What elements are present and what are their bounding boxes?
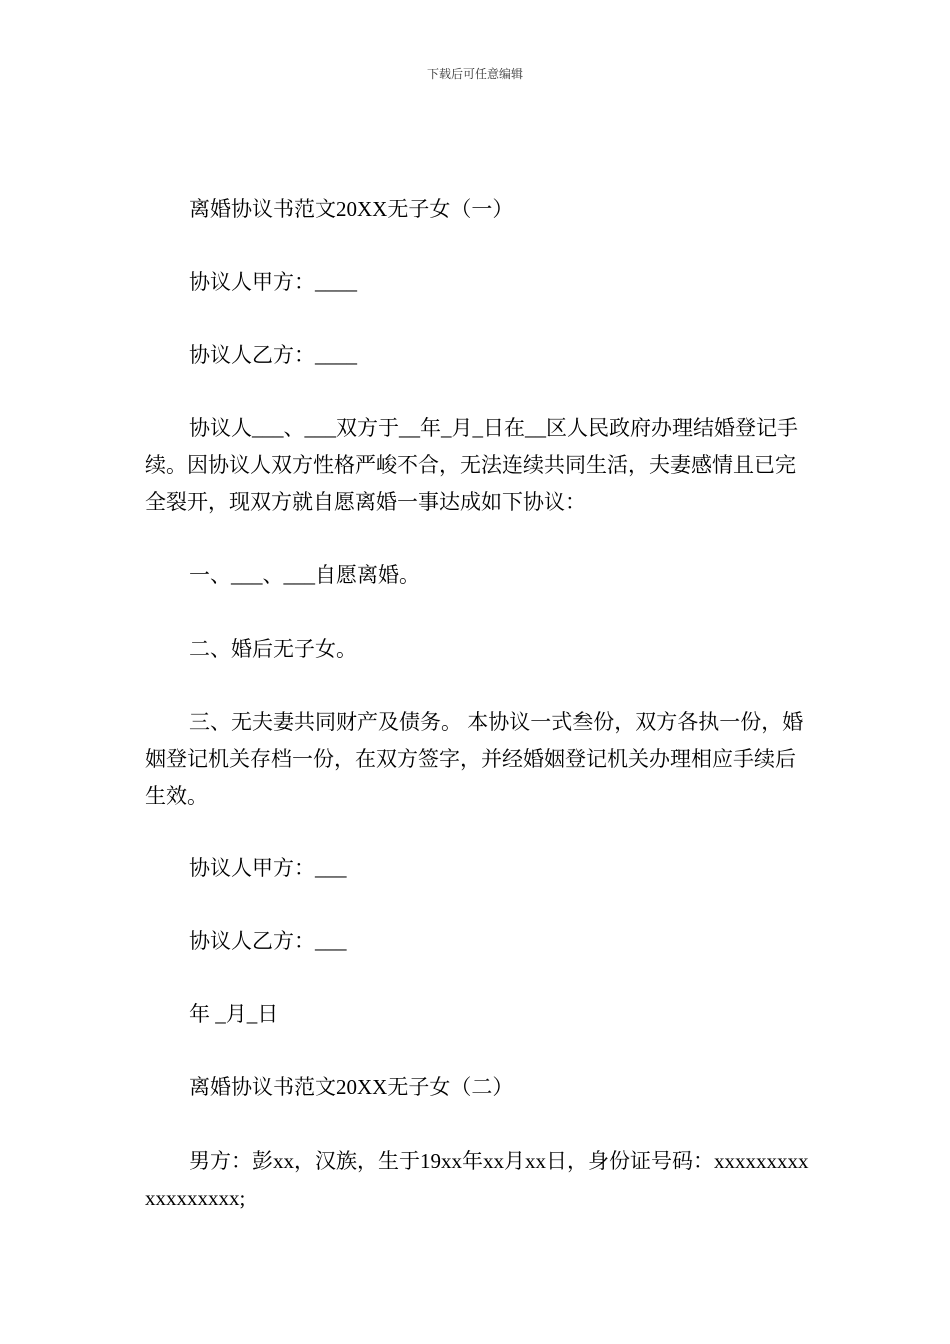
section-title-2: 离婚协议书范文20XX无子女（二） [189, 1075, 514, 1099]
signature-party-b: 协议人乙方：___ [189, 929, 347, 953]
section-title-1: 离婚协议书范文20XX无子女（一） [189, 197, 514, 221]
signature-party-a: 协议人甲方：___ [189, 856, 347, 880]
clause-1: 一、___、___自愿离婚。 [189, 563, 420, 587]
party-a-line: 协议人甲方：____ [189, 270, 357, 294]
signature-date: 年 _月_日 [189, 1002, 279, 1026]
agreement-preamble: 协议人___、___双方于__年_月_日在__区人民政府办理结婚登记手续。因协议人双方性格严峻不合，无法连续共同生活，夫妻感情且已完全裂开，现双方就自愿离婚一事达成如下协议： [145, 416, 798, 514]
clause-2: 二、婚后无子女。 [189, 637, 357, 661]
male-party-info: 男方：彭xx，汉族，生于19xx年xx月xx日，身份证号码：xxxxxxxxxxxxxxxxxx; [145, 1149, 809, 1210]
party-b-line: 协议人乙方：____ [189, 343, 357, 367]
page-header: 下载后可任意编辑 [426, 67, 523, 81]
clause-3: 三、无夫妻共同财产及债务。 本协议一式叁份，双方各执一份，婚姻登记机关存档一份，在双方签字，并经婚姻登记机关办理相应手续后生效。 [145, 710, 804, 808]
